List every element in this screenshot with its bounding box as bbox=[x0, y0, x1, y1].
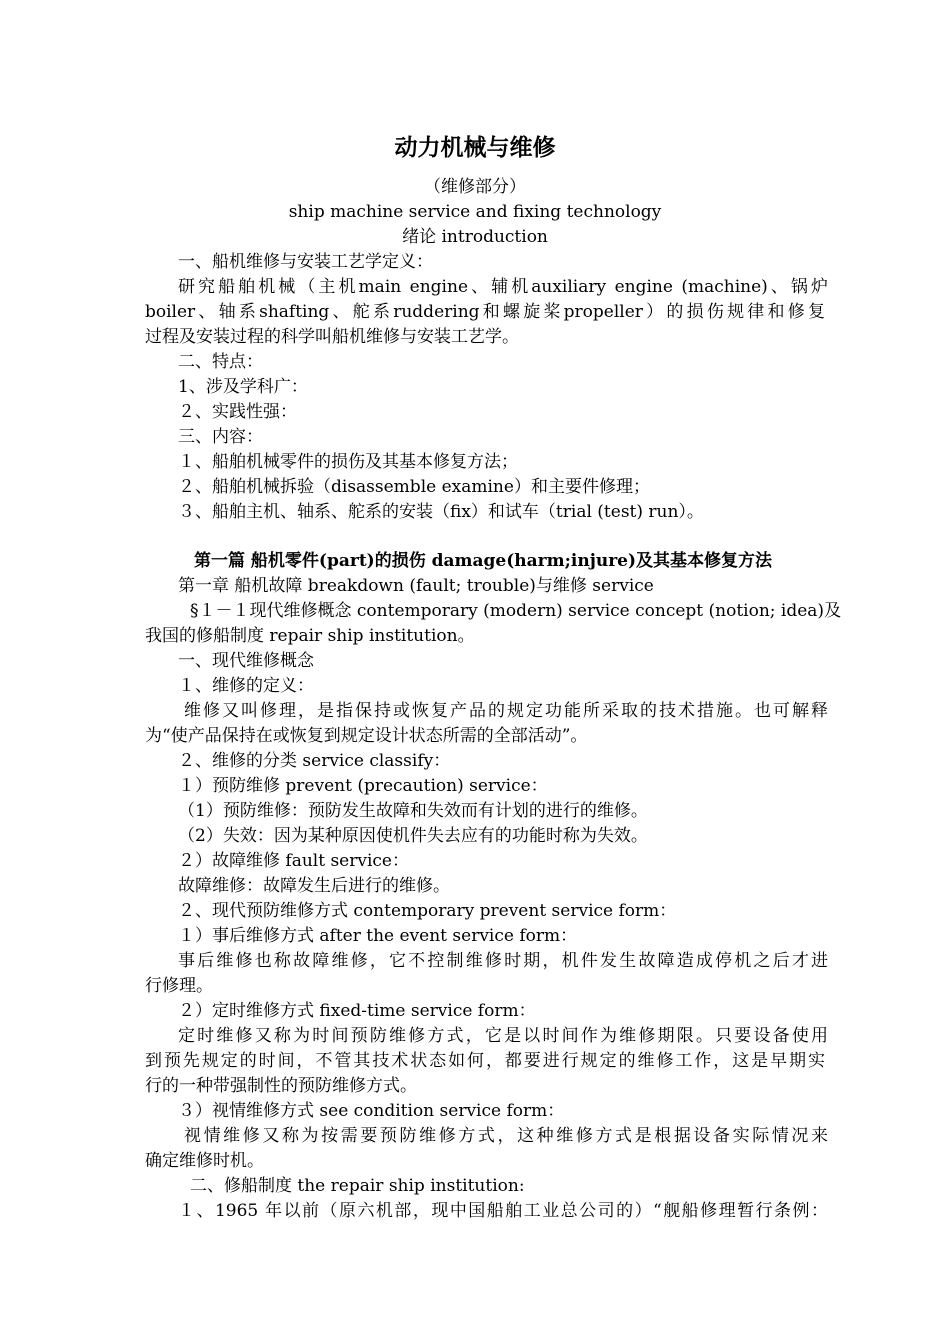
section-3-item-1: １、船舶机械零件的损伤及其基本修复方法； bbox=[178, 452, 518, 472]
modern-service-heading: 一、现代维修概念 bbox=[178, 651, 314, 671]
preventive-service-item-1: （1）预防维修：预防发生故障和失效而有计划的进行的维修。 bbox=[178, 801, 648, 821]
subtitle-chinese: （维修部分） bbox=[424, 177, 526, 197]
after-event-line-2: 行修理。 bbox=[145, 976, 213, 996]
section-2-heading: 二、特点： bbox=[178, 352, 263, 372]
section-2-item-1: 1、涉及学科广： bbox=[178, 377, 308, 397]
fixed-time-line-3: 行的一种带强制性的预防维修方式。 bbox=[145, 1076, 417, 1096]
section-1-paragraph-line-1: 研究船舶机械（主机main engine、辅机auxiliary engine (machine)、锅炉 bbox=[178, 277, 828, 297]
fixed-time-line-2: 到预先规定的时间，不管其技术状态如何，都要进行规定的维修工作，这是早期实 bbox=[145, 1051, 825, 1071]
section-3-heading: 三、内容： bbox=[178, 427, 263, 447]
condition-service-heading: ３）视情维修方式 see condition service form： bbox=[178, 1101, 565, 1121]
service-definition-line-1: 维修又叫修理，是指保持或恢复产品的规定功能所采取的技术措施。也可解释 bbox=[184, 701, 828, 721]
repair-institution-item-1: １、1965 年以前（原六机部，现中国船舶工业总公司的）“舰船修理暂行条例： bbox=[178, 1201, 828, 1221]
condition-service-line-2: 确定维修时机。 bbox=[145, 1151, 264, 1171]
service-definition-heading: １、维修的定义： bbox=[178, 676, 314, 696]
section-3-item-2: ２、船舶机械拆验（disassemble examine）和主要件修理； bbox=[178, 477, 650, 497]
section-2-item-2: ２、实践性强： bbox=[178, 402, 297, 422]
section-1-paragraph-line-2: boiler、轴系shafting、舵系ruddering和螺旋桨propeller）的损伤规律和修复 bbox=[145, 302, 825, 322]
repair-institution-heading: 二、修船制度 the repair ship institution: bbox=[190, 1176, 525, 1196]
section-1-1-line-2: 我国的修船制度 repair ship institution。 bbox=[145, 626, 475, 646]
preventive-service-heading: １）预防维修 prevent (precaution) service： bbox=[178, 776, 548, 796]
section-1-heading: 一、船机维修与安装工艺学定义： bbox=[178, 252, 433, 272]
intro-heading: 绪论 introduction bbox=[402, 227, 548, 247]
preventive-service-item-2: （2）失效：因为某种原因使机件失去应有的功能时称为失效。 bbox=[178, 826, 648, 846]
after-event-heading: １）事后维修方式 after the event service form： bbox=[178, 926, 578, 946]
part-1-heading: 第一篇 船机零件(part)的损伤 damage(harm;injure)及其基本修复方法 bbox=[194, 551, 773, 571]
fault-service-heading: ２）故障维修 fault service： bbox=[178, 851, 409, 871]
fixed-time-line-1: 定时维修又称为时间预防维修方式，它是以时间作为维修期限。只要设备使用 bbox=[178, 1026, 828, 1046]
fixed-time-heading: ２）定时维修方式 fixed-time service form： bbox=[178, 1001, 536, 1021]
condition-service-line-1: 视情维修又称为按需要预防维修方式，这种维修方式是根据设备实际情况来 bbox=[184, 1126, 828, 1146]
fault-service-text: 故障维修：故障发生后进行的维修。 bbox=[178, 876, 450, 896]
service-definition-line-2: 为“使产品保持在或恢复到规定设计状态所需的全部活动”。 bbox=[145, 726, 588, 746]
document-title: 动力机械与维修 bbox=[394, 134, 556, 161]
section-3-item-3: ３、船舶主机、轴系、舵系的安装（fix）和试车（trial (test) run）。 bbox=[178, 502, 704, 522]
service-form-heading: ２、现代预防维修方式 contemporary prevent service form： bbox=[178, 901, 677, 921]
subtitle-english: ship machine service and fixing technology bbox=[288, 202, 662, 222]
chapter-1-heading: 第一章 船机故障 breakdown (fault; trouble)与维修 service bbox=[178, 576, 654, 596]
section-1-1-line-1: §１－１现代维修概念 contemporary (modern) service concept (notion; idea)及 bbox=[190, 601, 842, 621]
section-1-paragraph-line-3: 过程及安装过程的科学叫船机维修与安装工艺学。 bbox=[145, 327, 519, 347]
after-event-line-1: 事后维修也称故障维修，它不控制维修时期，机件发生故障造成停机之后才进 bbox=[178, 951, 828, 971]
service-classification-heading: ２、维修的分类 service classify： bbox=[178, 751, 451, 771]
